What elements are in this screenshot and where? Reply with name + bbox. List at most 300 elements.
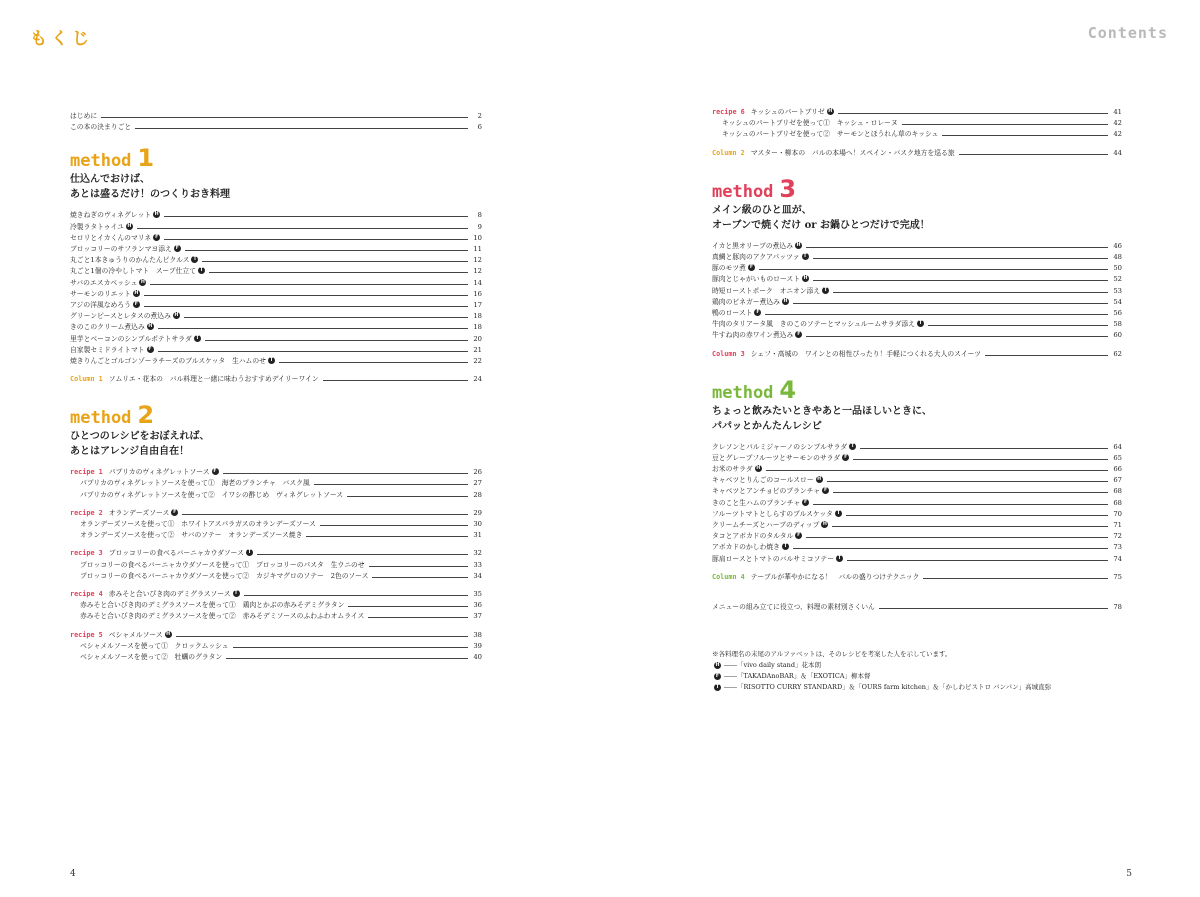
spacer	[70, 133, 482, 140]
toc-entry[interactable]	[712, 297, 1122, 308]
author-badge-icon: T	[715, 684, 720, 690]
toc-entry[interactable]	[712, 118, 1122, 129]
entry-title-text: お米のサラダ	[712, 465, 753, 474]
dotted-leader	[279, 362, 468, 363]
toc-entry[interactable]	[712, 107, 1122, 118]
column-label-text: Column	[712, 572, 737, 581]
spacer	[70, 501, 482, 508]
author-badge-icon: F	[155, 234, 159, 240]
dotted-leader	[838, 113, 1108, 114]
dotted-leader	[202, 261, 468, 262]
dotted-leader	[813, 258, 1108, 259]
spacer	[712, 159, 1122, 171]
toc-entry-title	[712, 442, 856, 453]
dotted-leader	[902, 124, 1108, 125]
dotted-leader	[144, 306, 468, 307]
dotted-leader	[793, 303, 1108, 304]
method-title	[712, 376, 1122, 404]
notes-intro: ※各料理名の末尾のアルファベットは、そのレシピを考案した人を示しています。	[712, 650, 952, 659]
author-badge-icon: H	[166, 631, 171, 637]
page-number: 16	[473, 289, 482, 298]
entry-title-text: 丸ごと1本きゅうりのかんたんピクルス	[70, 256, 190, 265]
toc-entry-title	[70, 548, 253, 559]
toc-entry-title	[712, 520, 828, 531]
entry-title-text: パプリカのヴィネグレットソースを使って① 海老のプランチャ バスク風	[80, 479, 310, 488]
method-subtitle-line2: あとはアレンジ自由自在！	[70, 446, 190, 458]
author-badge-icon: T	[918, 321, 923, 327]
page-number: 18	[473, 323, 482, 332]
entry-title-text: キャベツとアンチョビのプランチャ	[712, 487, 821, 496]
toc-entry[interactable]	[70, 233, 482, 244]
spacer	[712, 637, 1122, 649]
entry-title-text: 赤みそと合いびき肉のデミグラスソースを使って② 赤みそデミソースのふわふわオムライス	[80, 612, 365, 621]
author-badge-icon: T	[837, 555, 842, 561]
page-number: 30	[473, 520, 482, 529]
page-number: 31	[473, 531, 482, 540]
toc-entry-title	[712, 531, 802, 542]
dotted-leader	[827, 481, 1108, 482]
toc-entry-title	[70, 374, 319, 385]
toc-entry-title	[712, 297, 789, 308]
entry-title-text: フルーツトマトとしらすのブルスケッタ	[712, 509, 833, 518]
page-number: 18	[473, 312, 482, 321]
page-number: 35	[473, 589, 482, 598]
toc-entry-title	[70, 560, 365, 571]
author-badge-icon: F	[749, 265, 754, 271]
page-number: 64	[1113, 442, 1122, 451]
toc-entry-title	[712, 542, 789, 553]
spacer	[70, 622, 482, 629]
dotted-leader	[860, 448, 1108, 449]
author-badge-icon: H	[715, 662, 720, 668]
toc-entry[interactable]	[70, 244, 482, 255]
toc-entry-title	[70, 289, 140, 300]
toc-entry-title	[712, 107, 834, 118]
page-number: 40	[473, 652, 482, 661]
page-number: 20	[473, 334, 482, 343]
dotted-leader	[233, 647, 468, 648]
method-heading-method2	[70, 401, 482, 459]
toc-entry-title	[70, 589, 240, 600]
entry-title-text: 赤みそと合いびき肉のデミグラスソース	[108, 589, 231, 598]
page-number: 17	[473, 300, 482, 309]
toc-entry[interactable]	[70, 467, 482, 478]
toc-entry[interactable]	[712, 498, 1122, 509]
entry-title-text: マスター・柳本の バルの本場へ！スペイン・バスク地方を巡る旅	[750, 148, 955, 157]
toc-entry[interactable]	[70, 333, 482, 344]
page-number: 46	[1113, 241, 1122, 250]
toc-entry-title	[70, 311, 180, 322]
page-number: 74	[1113, 554, 1122, 563]
author-badge-icon: H	[756, 466, 761, 472]
entry-title-text: ブロッコリーのサフランマヨ添え	[70, 245, 172, 254]
toc-entry[interactable]	[712, 308, 1122, 319]
toc-entry[interactable]	[712, 542, 1122, 553]
toc-entry[interactable]	[712, 286, 1122, 297]
column-entry[interactable]	[712, 348, 1122, 359]
spacer	[712, 613, 1122, 625]
page-number: 21	[473, 345, 482, 354]
toc-entry-title	[712, 498, 809, 509]
author-badge-icon: F	[756, 309, 760, 315]
method-subtitle-line2: あとは盛るだけ！のつくりおき料理	[70, 189, 230, 201]
page-number: 33	[473, 560, 482, 569]
dotted-leader	[985, 355, 1108, 356]
toc-entry[interactable]	[712, 486, 1122, 497]
toc-entry-title	[712, 148, 955, 159]
toc-entry[interactable]	[70, 490, 482, 501]
entry-title-text: 豚のモツ煮	[712, 264, 746, 273]
toc-entry[interactable]	[712, 129, 1122, 140]
toc-entry[interactable]	[70, 508, 482, 519]
entry-title-text: 牛肉のタリアータ風 きのこのソテーとマッシュルームサラダ添え	[712, 320, 915, 329]
dotted-leader	[813, 280, 1108, 281]
dotted-leader	[793, 548, 1108, 549]
dotted-leader	[164, 239, 468, 240]
column-entry[interactable]	[712, 572, 1122, 583]
right-page-number: 5	[1126, 869, 1132, 879]
entry-title-text: 焼きりんごとゴルゴンゾーラチーズのブルスケッタ 生ハムのせ	[70, 356, 266, 365]
page-number: 34	[473, 571, 482, 580]
page-number: 73	[1113, 543, 1122, 552]
entry-title-text: キッシュのパートブリゼを使って① キッシュ・ロレーヌ	[722, 119, 898, 128]
entry-title-text: 焼きねぎのヴィネグレット	[70, 211, 152, 220]
author-badge-icon: T	[803, 254, 807, 260]
toc-entry[interactable]	[70, 611, 482, 622]
author-badge-icon: H	[796, 242, 801, 248]
page-number: 53	[1113, 286, 1122, 295]
page-number: 65	[1113, 453, 1122, 462]
toc-entry[interactable]	[70, 222, 482, 233]
page-number: 68	[1113, 487, 1122, 496]
page-number: 8	[477, 211, 482, 220]
toc-entry-title	[70, 611, 364, 622]
author-badge-icon: H	[803, 276, 808, 282]
entry-prefix: recipe 5	[70, 630, 103, 639]
entry-title-text: 時短ローストポーク オニオン添え	[712, 286, 821, 295]
toc-entry[interactable]	[70, 652, 482, 663]
right-toc-column	[712, 107, 1122, 693]
dotted-leader	[765, 314, 1108, 315]
page-number: 72	[1113, 532, 1122, 541]
legend-line	[712, 660, 1122, 671]
toc-entry[interactable]	[712, 442, 1122, 453]
method-subtitle-line2: パパッとかんたんレシピ	[712, 420, 822, 432]
toc-entry[interactable]	[70, 278, 482, 289]
dotted-leader	[182, 514, 468, 515]
toc-entry-title	[712, 252, 809, 263]
entry-title-text: 丸ごと1個の冷やしトマト スープ仕立て	[70, 267, 196, 276]
entry-title-text: タコとアボカドのタルタル	[712, 532, 794, 541]
page-number: 70	[1113, 509, 1122, 518]
column-entry[interactable]	[70, 374, 482, 385]
toc-entry-title	[712, 453, 849, 464]
toc-entry-title	[70, 478, 310, 489]
toc-entry[interactable]	[70, 478, 482, 489]
page-number: 68	[1113, 498, 1122, 507]
entry-title-text: 豚肩ロースとトマトのバルサミコソテー	[712, 554, 835, 563]
toc-entry-title	[70, 300, 140, 311]
method-heading-method3	[712, 175, 1122, 233]
toc-entry[interactable]	[70, 345, 482, 356]
toc-entry-title	[712, 509, 842, 520]
toc-entry[interactable]	[70, 356, 482, 367]
entry-title-text: 豆とグレープフルーツとサーモンのサラダ	[712, 453, 841, 462]
method-subtitle-line1: ちょっと飲みたいときやあと一品ほしいときに、	[712, 405, 932, 417]
toc-entry[interactable]	[712, 520, 1122, 531]
page-number: 62	[1113, 349, 1122, 358]
toc-entry[interactable]	[70, 266, 482, 277]
left-header-title: もくじ	[30, 29, 93, 49]
toc-entry[interactable]	[712, 554, 1122, 565]
right-header-title: Contents	[1087, 24, 1168, 42]
toc-entry[interactable]	[70, 111, 482, 122]
page-number: 52	[1113, 275, 1122, 284]
toc-entry-title	[70, 210, 160, 221]
legend-text: ――「RISOTTO CURRY STANDARD」＆「OURS farm kitchen」＆「かしわビストロ バンバン」高城直弥	[724, 683, 1052, 692]
toc-entry[interactable]	[712, 475, 1122, 486]
toc-entry-title	[712, 486, 829, 497]
toc-entry[interactable]	[70, 122, 482, 133]
dotted-leader	[158, 328, 468, 329]
dotted-leader	[150, 284, 468, 285]
method-title	[70, 401, 482, 429]
toc-entry[interactable]	[712, 263, 1122, 274]
dotted-leader	[144, 295, 468, 296]
entry-title-text: 豚肉とじゃがいものロースト	[712, 275, 801, 284]
toc-entry[interactable]	[712, 252, 1122, 263]
dotted-leader	[135, 128, 468, 129]
author-badge-icon: F	[213, 469, 217, 475]
author-badge-icon: F	[844, 454, 848, 460]
dotted-leader	[257, 554, 468, 555]
toc-entry[interactable]	[70, 519, 482, 530]
entry-title-text: きのこと生ハムのプランチャ	[712, 498, 801, 507]
method-label: method	[712, 382, 774, 403]
toc-entry[interactable]	[70, 589, 482, 600]
toc-entry-title	[70, 233, 160, 244]
column-label	[712, 350, 745, 358]
entry-title-text: アボカドのかしわ焼き	[712, 543, 780, 552]
entry-title-text: キャベツとりんごのコールスロー	[712, 476, 814, 485]
spacer	[712, 583, 1122, 595]
spacer	[712, 595, 1122, 602]
spacer	[70, 582, 482, 589]
entry-title-text: イカと黒オリーブの煮込み	[712, 241, 794, 250]
page-number: 9	[477, 222, 482, 231]
toc-entry[interactable]	[712, 509, 1122, 520]
page-number: 11	[473, 245, 482, 254]
method-subtitle-line1: 仕込んでおけば、	[70, 174, 150, 186]
column-label	[712, 573, 745, 581]
entry-title-text: セロリとイカくんのマリネ	[70, 233, 152, 242]
spacer	[70, 663, 482, 670]
page-number: 22	[473, 356, 482, 365]
toc-entry-title	[712, 118, 898, 129]
toc-entry-title	[70, 467, 219, 478]
toc-entry[interactable]	[712, 274, 1122, 285]
entry-title-text: ソムリエ・花本の バル料理と一緒に味わうおすすめデイリーワイン	[108, 375, 319, 384]
dotted-leader	[158, 351, 468, 352]
page-number: 37	[473, 612, 482, 621]
entry-title-text: パプリカのヴィネグレットソース	[108, 468, 210, 477]
legend-text: ――「TAKADAnoBAR」＆「EXOTICA」柳本督	[724, 672, 871, 681]
toc-entry-title	[70, 255, 198, 266]
toc-entry-title	[70, 490, 343, 501]
entry-title-text: ベシャメルソースを使って① クロックムッシュ	[80, 641, 229, 650]
dotted-leader	[928, 325, 1108, 326]
toc-entry-title	[712, 129, 938, 140]
dotted-leader	[314, 484, 468, 485]
page-number: 48	[1113, 253, 1122, 262]
method-title	[712, 175, 1122, 203]
page-number: 41	[1113, 108, 1122, 117]
entry-title-text: 赤みそと合いびき肉のデミグラスソースを使って① 鶏肉とかぶの赤みそデミグラタン	[80, 601, 345, 610]
entry-title-text: 鶏肉のビネガー煮込み	[712, 297, 780, 306]
author-notes	[712, 649, 1122, 693]
author-badge-icon: F	[797, 533, 801, 539]
entry-title-text: オランデーズソース	[108, 508, 170, 517]
dotted-leader	[759, 269, 1108, 270]
toc-entry[interactable]	[70, 641, 482, 652]
dotted-leader	[137, 228, 468, 229]
legend-line	[712, 671, 1122, 682]
dotted-leader	[323, 380, 468, 381]
entry-title-text: クリームチーズとハーブのディップ	[712, 521, 820, 530]
toc-entry[interactable]	[70, 289, 482, 300]
column-label	[70, 375, 103, 383]
toc-entry-title	[70, 222, 133, 233]
toc-entry[interactable]	[70, 629, 482, 640]
toc-entry-title	[70, 322, 154, 333]
entry-title-text: アジの洋風なめろう	[70, 300, 131, 309]
author-badge-icon: F	[715, 673, 720, 679]
toc-entry[interactable]	[70, 255, 482, 266]
entry-title-text: 冷製ラタトゥイユ	[70, 222, 124, 231]
toc-entry-title	[712, 274, 809, 285]
index-entry[interactable]	[712, 602, 1122, 613]
page-number: 67	[1113, 476, 1122, 485]
page-number: 29	[473, 508, 482, 517]
entry-title-text: パプリカのヴィネグレットソースを使って② イワシの酢じめ ヴィネグレットソース	[80, 490, 344, 499]
entry-title-text: 里芋とベーコンのシンプルポテトサラダ	[70, 334, 192, 343]
entry-title-text: メニューの組み立てに役立つ、料理の素材別さくいん	[712, 602, 875, 611]
dotted-leader	[226, 658, 468, 659]
dotted-leader	[176, 636, 468, 637]
method-label: method	[70, 408, 132, 429]
toc-entry-title	[712, 330, 802, 341]
entry-title-text: シェフ・高城の ワインとの相性ぴったり！手軽につくれる大人のスイーツ	[750, 349, 981, 358]
method-subtitle-line2: オーブンで焼くだけ or お鍋ひとつだけで完成！	[712, 219, 930, 231]
dotted-leader	[806, 336, 1108, 337]
author-badge-icon: H	[817, 477, 822, 483]
dotted-leader	[833, 292, 1108, 293]
page-number: 12	[473, 256, 482, 265]
toc-entry[interactable]	[712, 453, 1122, 464]
toc-entry[interactable]	[70, 600, 482, 611]
entry-prefix: recipe 1	[70, 468, 103, 477]
toc-entry[interactable]	[70, 311, 482, 322]
toc-entry[interactable]	[70, 530, 482, 541]
entry-title-text: ブロッコリーの食べるバーニャカウダソースを使って① ブロッコリーのパスタ 生ウニのせ	[80, 560, 365, 569]
page-number: 44	[1113, 148, 1122, 157]
toc-entry[interactable]	[712, 464, 1122, 475]
toc-entry[interactable]	[70, 548, 482, 559]
dotted-leader	[223, 473, 468, 474]
entry-title-text: クレソンとパルミジャーノのシンプルサラダ	[712, 442, 848, 451]
entry-title-text: 真鯛と豚肉のアクアパッツァ	[712, 253, 800, 262]
toc-entry-title	[70, 630, 172, 641]
page-number: 66	[1113, 465, 1122, 474]
method-label: method	[712, 181, 774, 202]
page-number: 71	[1113, 521, 1122, 530]
toc-entry[interactable]	[70, 571, 482, 582]
author-badge-icon: T	[247, 550, 252, 556]
page-number: 32	[473, 549, 482, 558]
column-label-text: Column	[712, 349, 737, 358]
toc-entry-title	[70, 519, 316, 530]
dotted-leader	[244, 595, 468, 596]
spacer	[712, 565, 1122, 572]
toc-entry-title	[70, 345, 154, 356]
toc-entry[interactable]	[712, 319, 1122, 330]
toc-entry-title	[712, 263, 755, 274]
toc-entry-title	[70, 600, 344, 611]
author-badge-icon: H	[783, 298, 788, 304]
page-number: 60	[1113, 331, 1122, 340]
dotted-leader	[766, 470, 1108, 471]
toc-entry[interactable]	[712, 330, 1122, 341]
toc-entry[interactable]	[70, 300, 482, 311]
toc-entry-title	[712, 319, 924, 330]
right-page	[600, 0, 1200, 897]
author-badge-icon: H	[140, 279, 145, 285]
method-subtitle-line1: ひとつのレシピをおぼえれば、	[70, 431, 210, 443]
method-heading-method4	[712, 376, 1122, 434]
toc-entry[interactable]	[70, 210, 482, 221]
author-badge-icon: T	[195, 335, 199, 341]
dotted-leader	[369, 566, 468, 567]
entry-prefix: recipe 2	[70, 508, 103, 517]
column-number: 2	[740, 148, 745, 157]
column-entry[interactable]	[712, 148, 1122, 159]
method-number: 1	[137, 144, 155, 173]
dotted-leader	[879, 608, 1108, 609]
column-number: 3	[740, 349, 745, 358]
toc-entry[interactable]	[70, 560, 482, 571]
method-number: 3	[779, 174, 797, 203]
dotted-leader	[164, 216, 468, 217]
dotted-leader	[846, 515, 1108, 516]
page-number: 6	[477, 123, 482, 132]
dotted-leader	[185, 250, 468, 251]
toc-entry[interactable]	[70, 322, 482, 333]
spacer	[70, 541, 482, 548]
spacer	[712, 341, 1122, 348]
toc-entry-title	[712, 554, 843, 565]
page-number: 38	[473, 630, 482, 639]
page-number: 50	[1113, 264, 1122, 273]
dotted-leader	[923, 578, 1108, 579]
dotted-leader	[959, 154, 1108, 155]
toc-entry[interactable]	[712, 531, 1122, 542]
entry-title-text: サーモンのリエット	[70, 289, 131, 298]
entry-title-text: はじめに	[70, 112, 98, 121]
toc-entry[interactable]	[712, 241, 1122, 252]
dotted-leader	[813, 504, 1108, 505]
page-number: 42	[1113, 130, 1122, 139]
method-number: 4	[779, 375, 797, 404]
